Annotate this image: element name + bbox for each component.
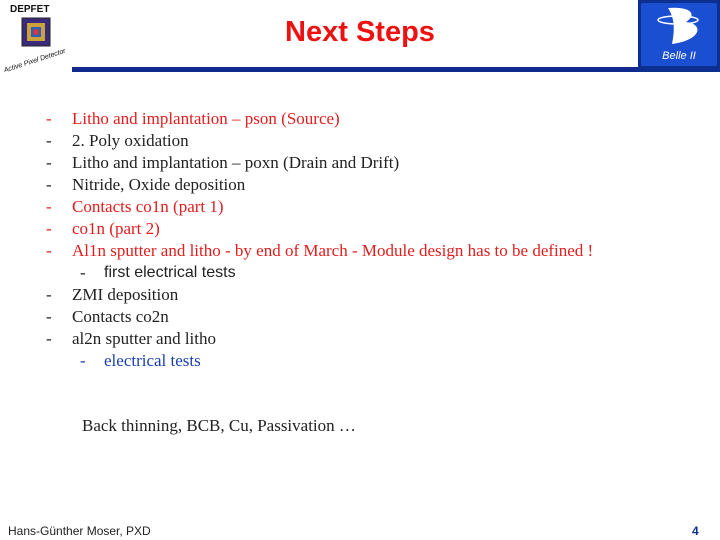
list-item-text: Nitride, Oxide deposition — [72, 175, 246, 194]
footer-author: Hans-Günther Moser, PXD — [8, 524, 151, 538]
sub-list-item-text: first electrical tests — [104, 264, 236, 281]
sub-list-item-text: electrical tests — [104, 351, 201, 370]
belle-ii-label: Belle II — [662, 50, 696, 62]
sub-bullet-dash: - — [80, 263, 86, 282]
list-item-text: Al1n sputter and litho - by end of March - Module design has to be defined ! — [72, 241, 594, 260]
list-item-text: Litho and implantation – pson (Source) — [72, 109, 340, 128]
list-item-text: 2. Poly oxidation — [72, 131, 189, 150]
bullet-dash: - — [46, 175, 52, 194]
list-item-text: Litho and implantation – poxn (Drain and Drift) — [72, 153, 400, 172]
depfet-logo-name: DEPFET — [10, 4, 50, 15]
bullet-dash: - — [46, 109, 52, 128]
bullet-dash: - — [46, 131, 52, 150]
depfet-logo-tagline: Active Pixel Detector — [3, 47, 67, 72]
bullet-dash: - — [46, 219, 52, 238]
bullet-dash: - — [46, 153, 52, 172]
list-item-text: co1n (part 2) — [72, 219, 160, 238]
bullet-dash: - — [46, 241, 52, 260]
bullet-dash: - — [46, 285, 52, 304]
belle-ii-logo — [638, 0, 720, 72]
list-item-text: ZMI deposition — [72, 285, 179, 304]
bullet-dash: - — [46, 197, 52, 216]
page-number: 4 — [692, 524, 699, 538]
list-item-text: al2n sputter and litho — [72, 329, 217, 348]
list-item-text: Contacts co2n — [72, 307, 169, 326]
list-item-text: Contacts co1n (part 1) — [72, 197, 224, 216]
bullet-dash: - — [46, 307, 52, 326]
title-underline — [72, 67, 638, 72]
sub-bullet-dash: - — [80, 351, 86, 370]
bottom-note: Back thinning, BCB, Cu, Passivation … — [82, 416, 356, 435]
bullet-dash: - — [46, 329, 52, 348]
slide-title: Next Steps — [285, 16, 435, 48]
